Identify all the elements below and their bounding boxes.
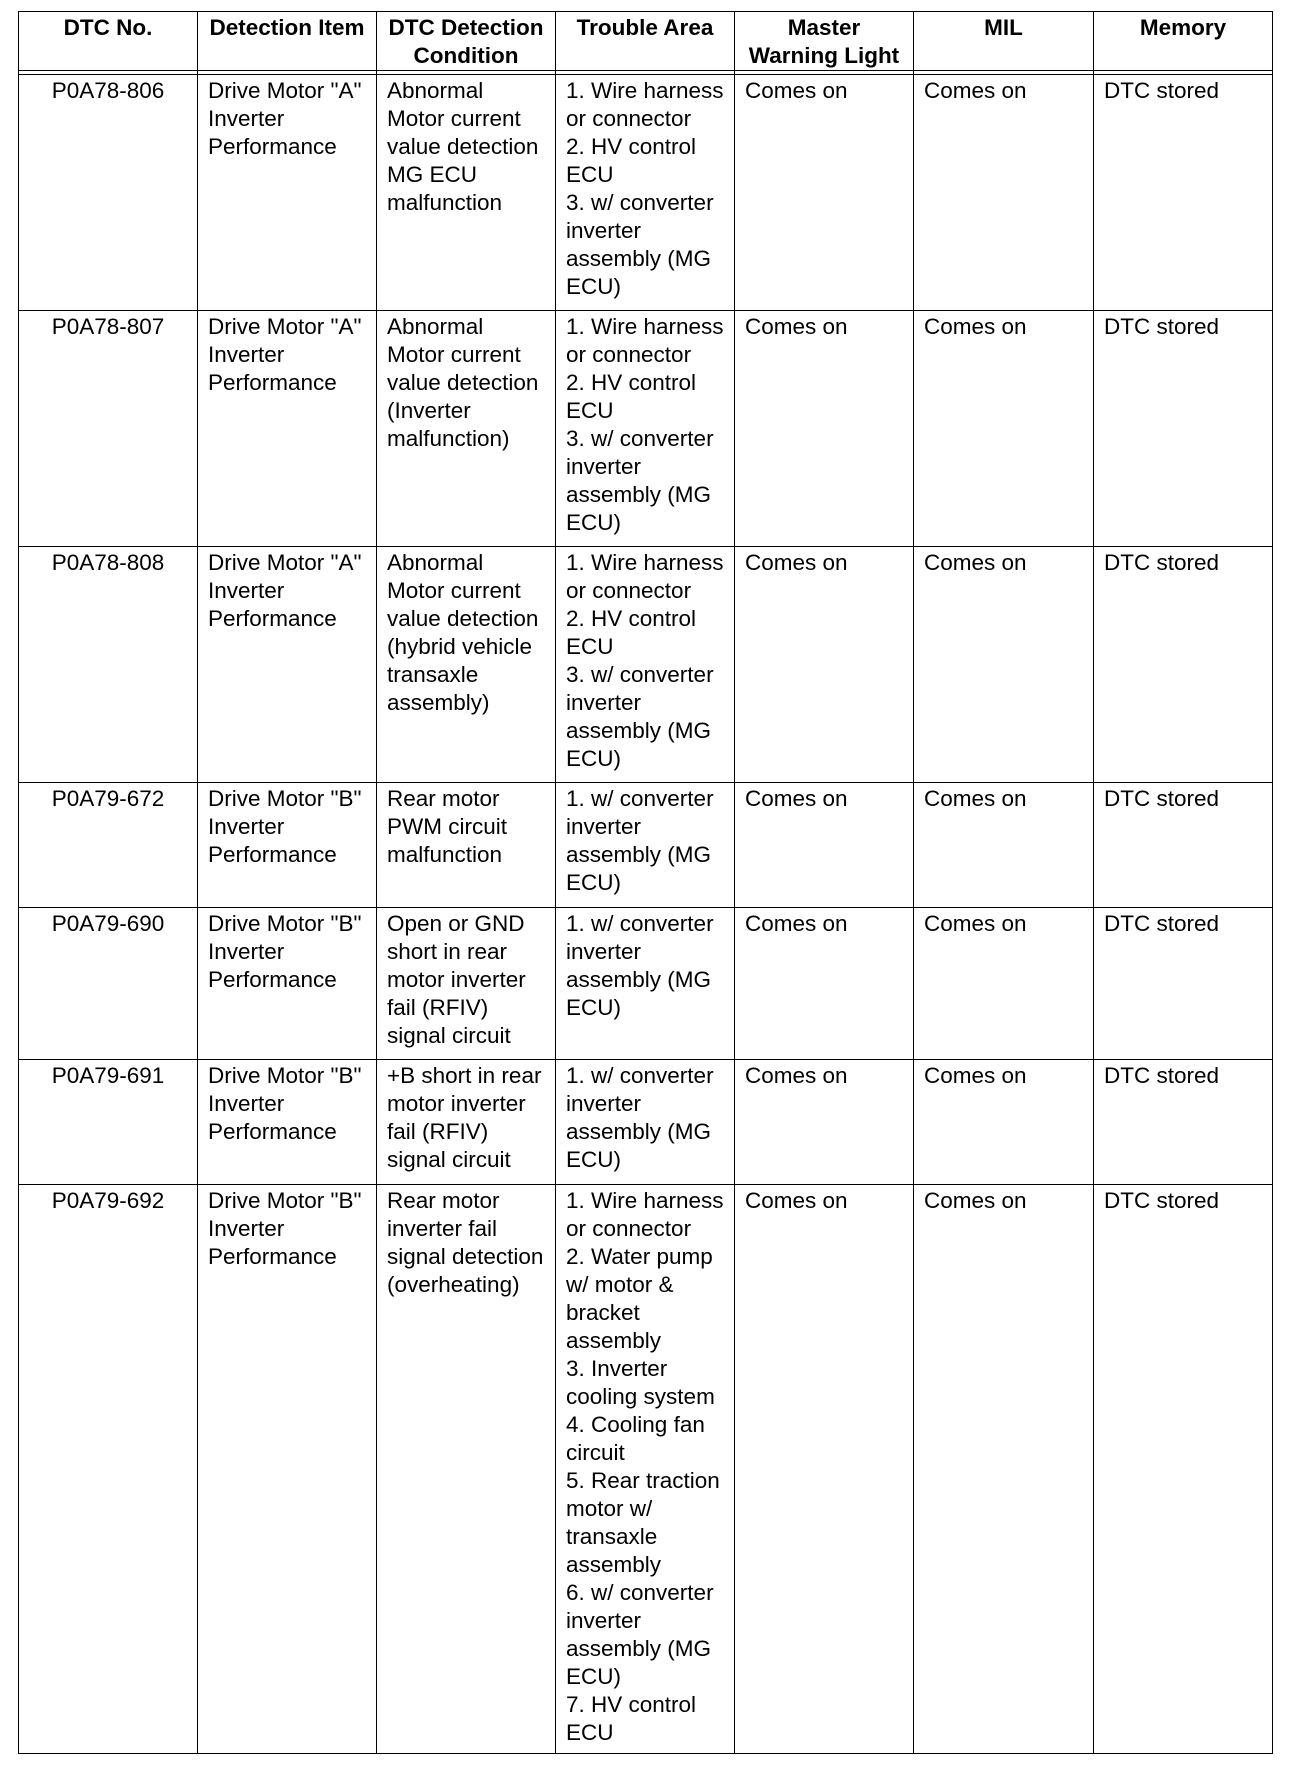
detection-item-cell-line: Drive Motor "B": [208, 1063, 362, 1088]
table-row: [19, 908, 1273, 1060]
trouble-area-cell-line: motor w/: [566, 1496, 653, 1521]
header-detection-condition: [377, 12, 556, 71]
trouble-area-cell-line: 2. HV control: [566, 134, 697, 159]
memory-cell: DTC stored: [1094, 1185, 1273, 1754]
detection-item-cell-line: Inverter: [208, 1216, 285, 1241]
mil-cell: Comes on: [914, 1185, 1094, 1754]
trouble-area-cell-line: transaxle: [566, 1524, 658, 1549]
trouble-area-cell-line: or connector: [566, 106, 692, 131]
detection-condition-cell-line: Motor current: [387, 342, 521, 367]
detection-item-cell-line: Drive Motor "A": [208, 78, 362, 103]
trouble-area-cell-line: 1. w/ converter: [566, 786, 714, 811]
detection-item-cell-line: Drive Motor "B": [208, 911, 362, 936]
detection-condition-cell-line: signal circuit: [387, 1023, 511, 1048]
trouble-area-cell-line: 7. HV control: [566, 1692, 697, 1717]
memory-cell: DTC stored: [1094, 1060, 1273, 1185]
detection-condition-cell-line: value detection: [387, 134, 539, 159]
trouble-area-cell-line: assembly (MG: [566, 1119, 712, 1144]
detection-condition-cell-line: motor inverter: [387, 967, 526, 992]
detection-condition-cell: [377, 1060, 556, 1185]
detection-item-cell: [198, 908, 377, 1060]
detection-condition-cell-line: Rear motor: [387, 1188, 500, 1213]
mil-cell: Comes on: [914, 908, 1094, 1060]
detection-condition-cell-line: malfunction: [387, 842, 503, 867]
mil-cell: Comes on: [914, 311, 1094, 547]
detection-item-cell-line: Drive Motor "A": [208, 314, 362, 339]
master-warning-cell: Comes on: [735, 75, 914, 311]
detection-item-cell: [198, 311, 377, 547]
master-warning-cell: Comes on: [735, 547, 914, 783]
trouble-area-cell-line: 1. Wire harness: [566, 550, 724, 575]
trouble-area-cell-line: inverter: [566, 690, 642, 715]
header-mil: MIL: [914, 12, 1094, 71]
trouble-area-cell-line: or connector: [566, 578, 692, 603]
detection-condition-cell-line: value detection: [387, 370, 539, 395]
detection-condition-cell: [377, 311, 556, 547]
trouble-area-cell-line: 6. w/ converter: [566, 1580, 714, 1605]
trouble-area-cell-line: assembly: [566, 1328, 662, 1353]
detection-condition-cell: [377, 908, 556, 1060]
detection-condition-cell-line: malfunction): [387, 426, 510, 451]
detection-condition-cell-line: (Inverter: [387, 398, 471, 423]
trouble-area-cell-line: assembly (MG: [566, 842, 712, 867]
trouble-area-cell-line: 3. w/ converter: [566, 426, 714, 451]
trouble-area-cell-line: 1. Wire harness: [566, 78, 724, 103]
detection-condition-cell-line: Motor current: [387, 106, 521, 131]
detection-item-cell: [198, 1185, 377, 1754]
dtc-code-cell: P0A79-692: [19, 1185, 198, 1754]
header-row: [19, 12, 1273, 71]
trouble-area-cell-line: inverter: [566, 1608, 642, 1633]
trouble-area-cell-line: inverter: [566, 814, 642, 839]
trouble-area-cell: [556, 1185, 735, 1754]
trouble-area-cell-line: 5. Rear traction: [566, 1468, 720, 1493]
table-row: [19, 547, 1273, 783]
trouble-area-cell-line: w/ motor &: [566, 1272, 674, 1297]
trouble-area-cell-line: assembly (MG: [566, 718, 712, 743]
trouble-area-cell-line: 1. Wire harness: [566, 314, 724, 339]
detection-condition-cell-line: fail (RFIV): [387, 995, 489, 1020]
detection-condition-cell-line: fail (RFIV): [387, 1119, 489, 1144]
detection-condition-cell-line: signal detection: [387, 1244, 544, 1269]
detection-item-cell: [198, 75, 377, 311]
detection-condition-cell-line: Open or GND: [387, 911, 525, 936]
dtc-code-cell: P0A78-806: [19, 75, 198, 311]
detection-condition-cell: [377, 547, 556, 783]
detection-condition-cell-line: value detection: [387, 606, 539, 631]
trouble-area-cell-line: inverter: [566, 218, 642, 243]
trouble-area-cell-line: ECU: [566, 162, 614, 187]
detection-condition-cell: [377, 75, 556, 311]
detection-item-cell-line: Inverter: [208, 342, 285, 367]
trouble-area-cell-line: 1. w/ converter: [566, 1063, 714, 1088]
header-detection-item: Detection Item: [198, 12, 377, 71]
detection-condition-cell-line: Abnormal: [387, 78, 484, 103]
mil-cell: Comes on: [914, 1060, 1094, 1185]
trouble-area-cell-line: inverter: [566, 1091, 642, 1116]
trouble-area-cell-line: 1. Wire harness: [566, 1188, 724, 1213]
detection-condition-cell-line: (overheating): [387, 1272, 520, 1297]
header-line: Warning Light: [748, 43, 900, 68]
detection-condition-cell-line: Abnormal: [387, 550, 484, 575]
trouble-area-cell-line: assembly (MG: [566, 1636, 712, 1661]
detection-condition-cell-line: transaxle: [387, 662, 479, 687]
header-dtc-no: DTC No.: [19, 12, 198, 71]
trouble-area-cell: [556, 311, 735, 547]
trouble-area-cell-line: inverter: [566, 454, 642, 479]
detection-item-cell-line: Inverter: [208, 578, 285, 603]
detection-condition-cell-line: malfunction: [387, 190, 503, 215]
detection-condition-cell-line: PWM circuit: [387, 814, 507, 839]
trouble-area-cell: [556, 908, 735, 1060]
dtc-code-cell: P0A78-808: [19, 547, 198, 783]
trouble-area-cell-line: ECU): [566, 870, 621, 895]
trouble-area-cell-line: assembly (MG: [566, 482, 712, 507]
trouble-area-cell-line: or connector: [566, 342, 692, 367]
trouble-area-cell-line: ECU): [566, 510, 621, 535]
mil-cell: Comes on: [914, 783, 1094, 908]
trouble-area-cell-line: 3. w/ converter: [566, 662, 714, 687]
detection-item-cell-line: Inverter: [208, 814, 285, 839]
trouble-area-cell: [556, 75, 735, 311]
header-line: DTC Detection: [388, 15, 544, 40]
memory-cell: DTC stored: [1094, 311, 1273, 547]
trouble-area-cell-line: 2. Water pump: [566, 1244, 713, 1269]
detection-item-cell-line: Inverter: [208, 106, 285, 131]
detection-condition-cell-line: Rear motor: [387, 786, 500, 811]
detection-condition-cell: [377, 783, 556, 908]
trouble-area-cell-line: ECU): [566, 274, 621, 299]
trouble-area-cell-line: bracket: [566, 1300, 640, 1325]
master-warning-cell: Comes on: [735, 783, 914, 908]
detection-item-cell-line: Performance: [208, 134, 337, 159]
detection-condition-cell-line: (hybrid vehicle: [387, 634, 533, 659]
dtc-code-cell: P0A78-807: [19, 311, 198, 547]
trouble-area-cell-line: circuit: [566, 1440, 625, 1465]
trouble-area-cell-line: assembly (MG: [566, 967, 712, 992]
table-row: [19, 75, 1273, 311]
detection-item-cell-line: Performance: [208, 370, 337, 395]
dtc-table: [18, 11, 1273, 1754]
detection-condition-cell-line: signal circuit: [387, 1147, 511, 1172]
master-warning-cell: Comes on: [735, 311, 914, 547]
trouble-area-cell: [556, 783, 735, 908]
detection-condition-cell: [377, 1185, 556, 1754]
dtc-code-cell: P0A79-672: [19, 783, 198, 908]
master-warning-cell: Comes on: [735, 1185, 914, 1754]
detection-item-cell-line: Performance: [208, 967, 337, 992]
trouble-area-cell-line: ECU): [566, 995, 621, 1020]
detection-condition-cell-line: Motor current: [387, 578, 521, 603]
trouble-area-cell-line: ECU): [566, 1664, 621, 1689]
trouble-area-cell: [556, 1060, 735, 1185]
detection-condition-cell-line: Abnormal: [387, 314, 484, 339]
detection-condition-cell-line: assembly): [387, 690, 490, 715]
trouble-area-cell: [556, 547, 735, 783]
table-row: [19, 311, 1273, 547]
header-trouble-area: Trouble Area: [556, 12, 735, 71]
detection-item-cell-line: Performance: [208, 842, 337, 867]
detection-item-cell-line: Drive Motor "B": [208, 1188, 362, 1213]
trouble-area-cell-line: assembly (MG: [566, 246, 712, 271]
detection-item-cell-line: Performance: [208, 606, 337, 631]
trouble-area-cell-line: ECU: [566, 1720, 614, 1745]
trouble-area-cell-line: assembly: [566, 1552, 662, 1577]
trouble-area-cell-line: 1. w/ converter: [566, 911, 714, 936]
detection-item-cell-line: Inverter: [208, 1091, 285, 1116]
table-row: [19, 1060, 1273, 1185]
detection-condition-cell-line: MG ECU: [387, 162, 477, 187]
mil-cell: Comes on: [914, 75, 1094, 311]
detection-item-cell-line: Drive Motor "A": [208, 550, 362, 575]
trouble-area-cell-line: cooling system: [566, 1384, 715, 1409]
table-row: [19, 1185, 1273, 1754]
dtc-code-cell: P0A79-691: [19, 1060, 198, 1185]
trouble-area-cell-line: ECU: [566, 398, 614, 423]
header-master-warning-light: [735, 12, 914, 71]
master-warning-cell: Comes on: [735, 1060, 914, 1185]
detection-item-cell: [198, 783, 377, 908]
trouble-area-cell-line: ECU): [566, 746, 621, 771]
memory-cell: DTC stored: [1094, 75, 1273, 311]
detection-condition-cell-line: short in rear: [387, 939, 508, 964]
detection-item-cell-line: Inverter: [208, 939, 285, 964]
trouble-area-cell-line: 3. w/ converter: [566, 190, 714, 215]
memory-cell: DTC stored: [1094, 547, 1273, 783]
trouble-area-cell-line: or connector: [566, 1216, 692, 1241]
header-memory: Memory: [1094, 12, 1273, 71]
header-line: Master: [787, 15, 861, 40]
detection-condition-cell-line: +B short in rear: [387, 1063, 542, 1088]
table-row: [19, 783, 1273, 908]
trouble-area-cell-line: 2. HV control: [566, 606, 697, 631]
memory-cell: DTC stored: [1094, 783, 1273, 908]
trouble-area-cell-line: inverter: [566, 939, 642, 964]
master-warning-cell: Comes on: [735, 908, 914, 1060]
detection-item-cell: [198, 547, 377, 783]
memory-cell: DTC stored: [1094, 908, 1273, 1060]
detection-item-cell-line: Performance: [208, 1244, 337, 1269]
trouble-area-cell-line: 4. Cooling fan: [566, 1412, 705, 1437]
mil-cell: Comes on: [914, 547, 1094, 783]
dtc-code-cell: P0A79-690: [19, 908, 198, 1060]
trouble-area-cell-line: 3. Inverter: [566, 1356, 668, 1381]
detection-condition-cell-line: inverter fail: [387, 1216, 498, 1241]
detection-item-cell-line: Drive Motor "B": [208, 786, 362, 811]
detection-item-cell: [198, 1060, 377, 1185]
trouble-area-cell-line: ECU): [566, 1147, 621, 1172]
header-line: Condition: [413, 43, 519, 68]
detection-item-cell-line: Performance: [208, 1119, 337, 1144]
trouble-area-cell-line: 2. HV control: [566, 370, 697, 395]
trouble-area-cell-line: ECU: [566, 634, 614, 659]
detection-condition-cell-line: motor inverter: [387, 1091, 526, 1116]
